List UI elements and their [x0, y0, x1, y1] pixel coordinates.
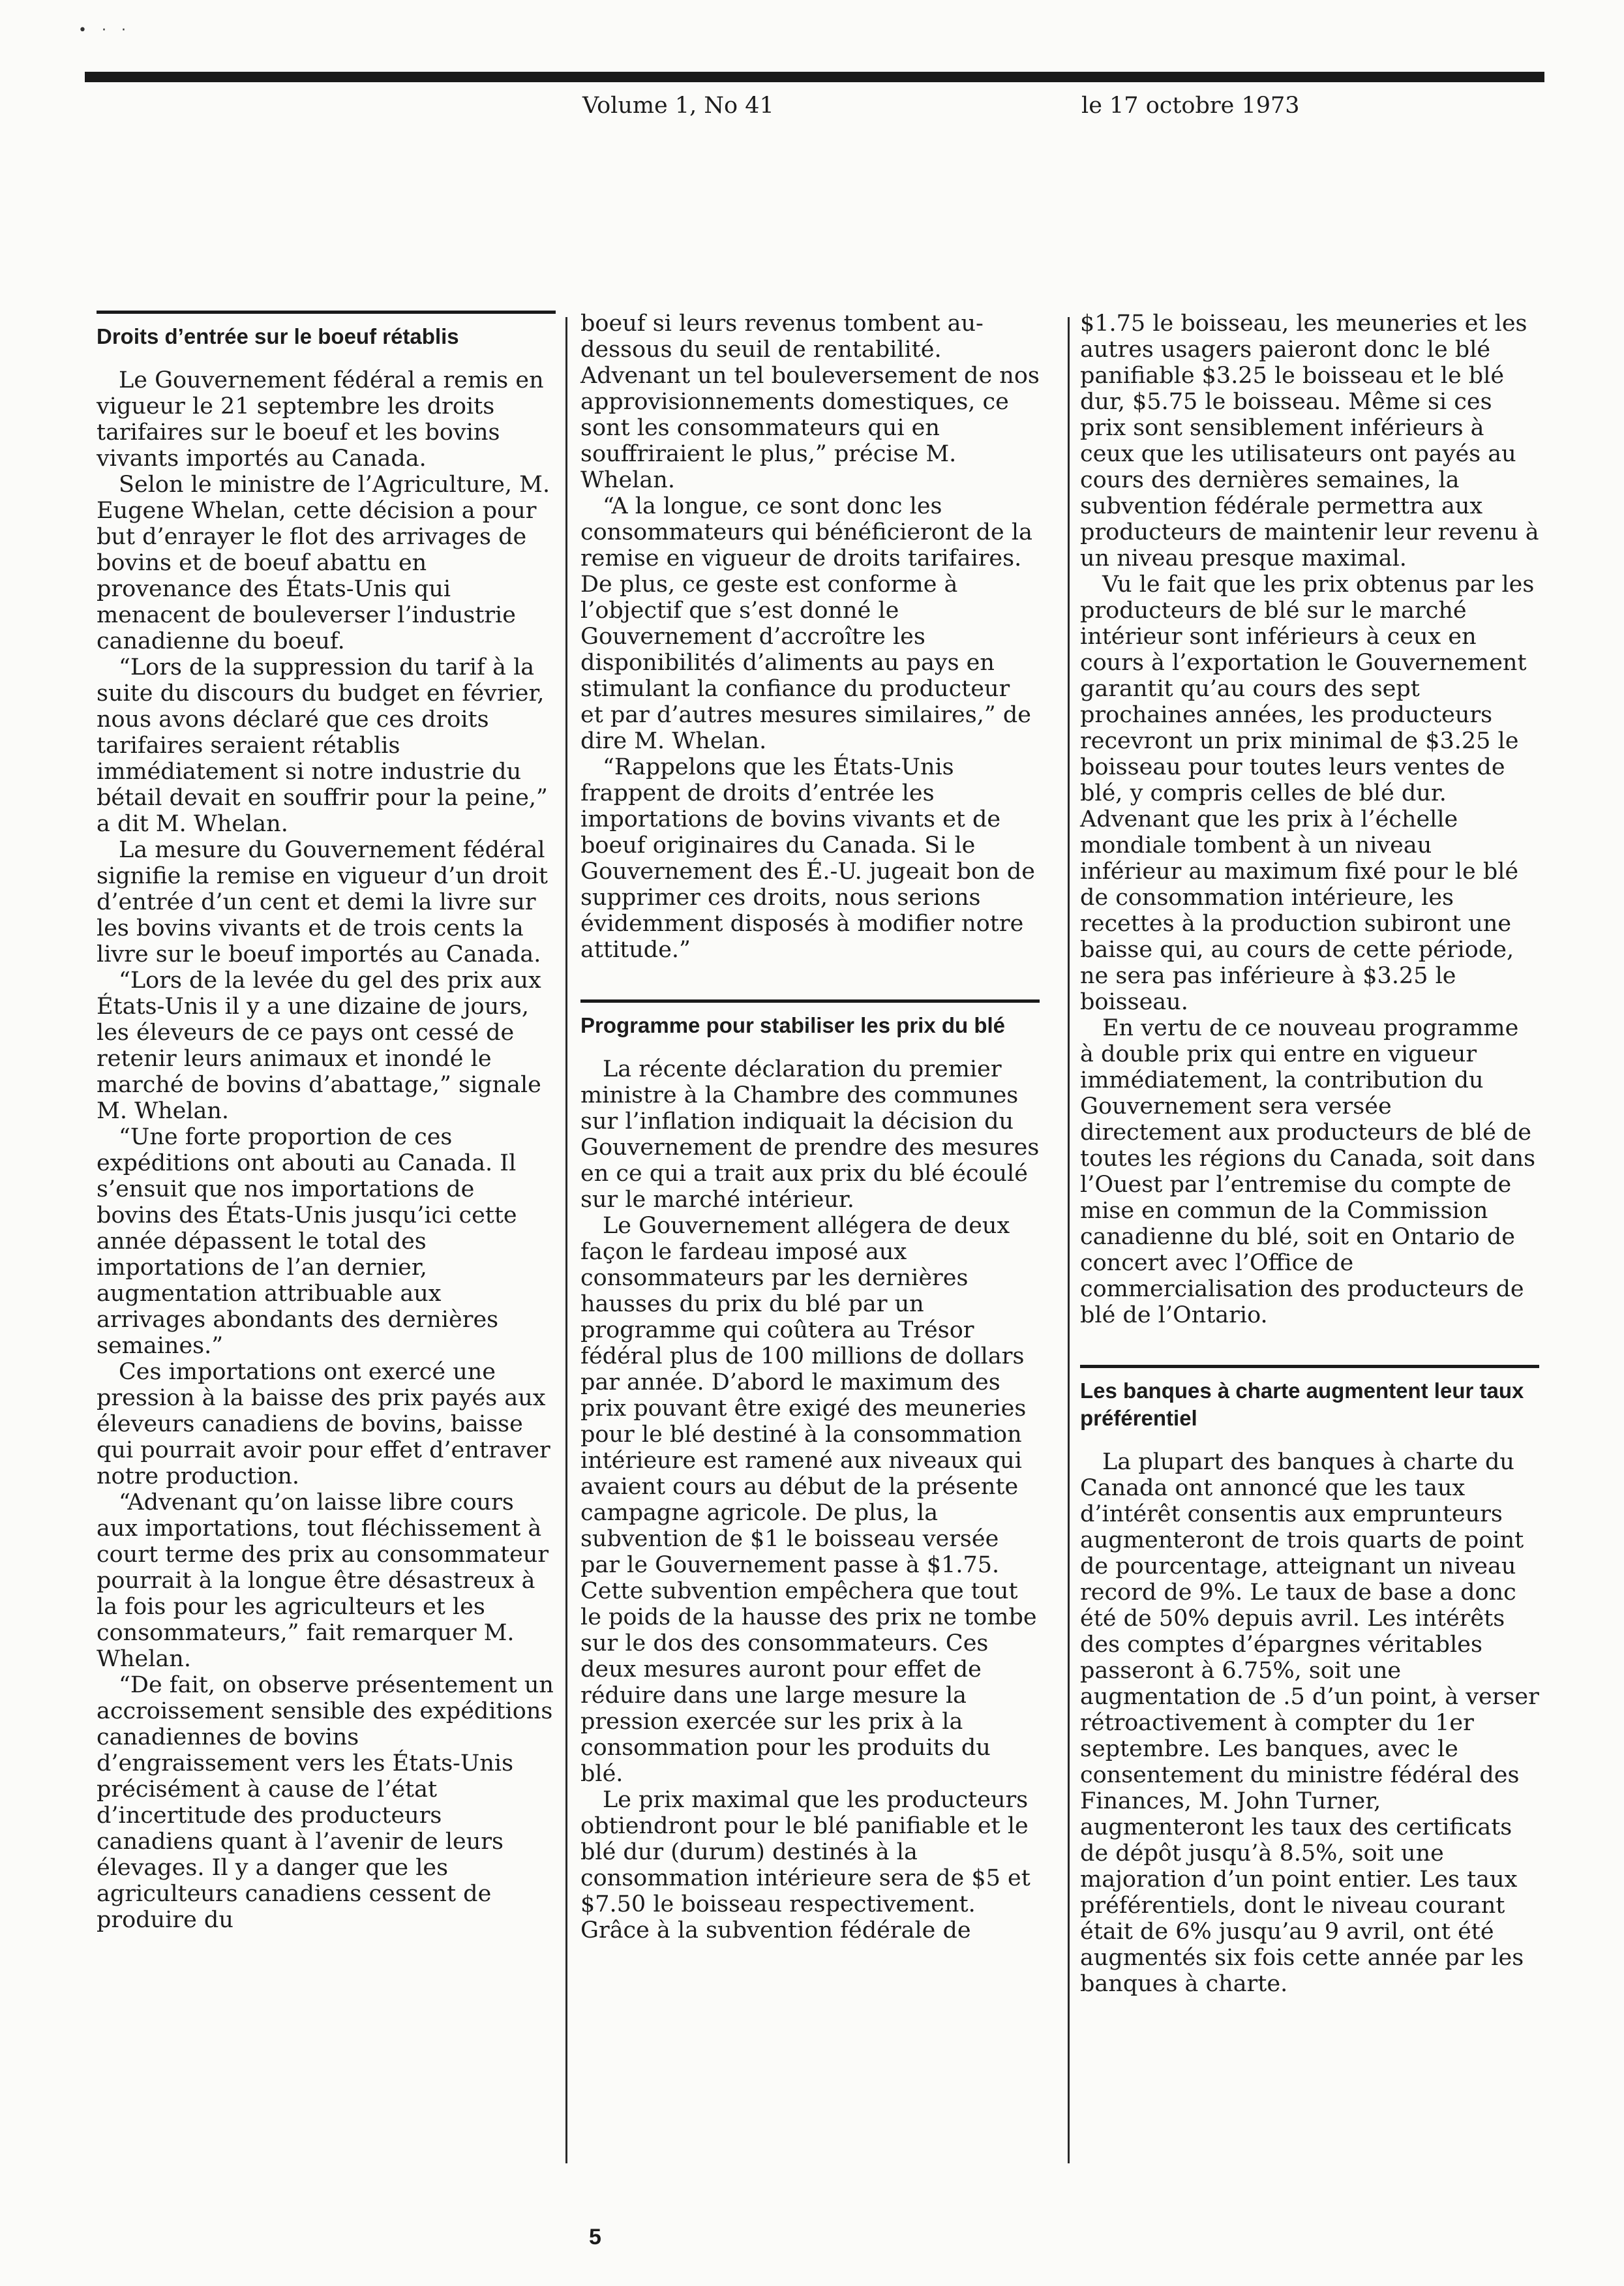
article-paragraph: “A la longue, ce sont donc les consommateurs qui bénéficieront de la remise en vigueur de droits tarifaires. De plus, ce geste est conforme à l’objectif que s’est donné le Gouvernement d’accroître les disponibilités d’aliments au pays en stimulant la confiance du producteur et par d’autres mesures similaires,” de dire M. Whelan. [580, 493, 1032, 754]
article-rule [1080, 1365, 1539, 1368]
article-rule [97, 311, 556, 314]
article-headline: Les banques à charte augmentent leur taux préférentiel [1080, 1379, 1524, 1430]
article-paragraph: boeuf si leurs revenus tombent au-dessous du seuil de rentabilité. Advenant un tel bouleversement de nos approvisionnements domestiques, ce sont les consommateurs qui en souffriraient le plus,” précise M. Whelan. [580, 311, 1040, 493]
article-paragraph: “Une forte proportion de ces expéditions ont abouti au Canada. Il s’ensuit que nos importations de bovins des États-Unis jusqu’ici cette année dépassent le total des importations de l’an dernier, augmentation attribuable aux arrivages abondants des dernières semaines.” [97, 1124, 517, 1359]
article-paragraph: Le Gouvernement fédéral a remis en vigueur le 21 septembre les droits tarifaires sur le boeuf et les bovins vivants importés au Canada. [97, 367, 544, 472]
article-paragraph: La plupart des banques à charte du Canada ont annoncé que les taux d’intérêt consentis aux emprunteurs augmenteront de trois quarts de point de pourcentage, atteignant un niveau record de 9%. Le taux de base a donc été de 50% depuis avril. Les intérêts des comptes d’épargnes véritables passeront à 6.75%, soit une augmentation de .5 d’un point, à verser rétroactivement à compter du 1er septembre. Les banques, avec le consentement du ministre fédéral des Finances, M. John Turner, augmenteront les taux des certificats de dépôt jusqu’à 8.5%, soit une majoration d’un point entier. Les taux préférentiels, dont le niveau courant était de 6% jusqu’au 9 avril, ont été augmentés six fois cette année par les banques à charte. [1080, 1449, 1539, 1997]
article-paragraph: Vu le fait que les prix obtenus par les producteurs de blé sur le marché intérieur sont inférieurs à ceux en cours à l’exportation le Gouvernement garantit qu’au cours des sept prochaines années, les producteurs recevront un prix minimal de $3.25 le boisseau pour toutes leurs ventes de blé, y compris celles de blé dur. Advenant que les prix à l’échelle mondiale tombent à un niveau inférieur au maximum fixé pour le blé de consommation intérieure, les recettes à la production subiront une baisse qui, au cours de cette période, ne sera pas inférieure à $3.25 le boisseau. [1080, 572, 1535, 1015]
column-divider [1068, 317, 1070, 2163]
column-2 [580, 311, 1040, 1943]
article-headline: Programme pour stabiliser les prix du blé [580, 1013, 1006, 1037]
article-paragraph: “Advenant qu’on laisse libre cours aux importations, tout fléchissement à court terme des prix au consommateur pourrait à la longue être désastreux à la fois pour les agriculteurs et les consommateurs,” fait remarquer M. Whelan. [97, 1489, 549, 1672]
article-paragraph: Le prix maximal que les producteurs obtiendront pour le blé panifiable et le blé dur (durum) destinés à la consommation intérieure sera de $5 et $7.50 le boisseau respectivement. Grâce à la subvention fédérale de [580, 1787, 1030, 1943]
article-paragraph: Le Gouvernement allégera de deux façon le fardeau imposé aux consommateurs par les dernières hausses du prix du blé par un programme qui coûtera au Trésor fédéral plus de 100 millions de dollars par année. D’abord le maximum des prix pouvant être exigé des meuneries pour le blé destiné à la consommation intérieure est ramené aux niveaux qui avaient cours au début de la présente campagne agricole. De plus, la subvention de $1 le boisseau versée par le Gouvernement passe à $1.75. Cette subvention empêchera que tout le poids de la hausse des prix ne tombe sur le dos des consommateurs. Ces deux mesures auront pour effet de réduire dans une large mesure la pression exercée sur les prix à la consommation pour les produits du blé. [580, 1213, 1037, 1787]
article-paragraph: Selon le ministre de l’Agriculture, M. Eugene Whelan, cette décision a pour but d’enrayer le flot des arrivages de bovins et de boeuf abattu en provenance des États-Unis qui menacent de bouleverser l’industrie canadienne du boeuf. [97, 472, 550, 654]
column-3 [1080, 311, 1539, 1997]
article-rule [580, 999, 1040, 1003]
article-headline: Droits d’entrée sur le boeuf rétablis [97, 324, 459, 348]
article-paragraph: En vertu de ce nouveau programme à double prix qui entre en vigueur immédiatement, la contribution du Gouvernement sera versée directement aux producteurs de blé de toutes les régions du Canada, soit dans l’Ouest par l’entremise du compte de mise en commun de la Commission canadienne du blé, soit en Ontario de concert avec l’Office de commercialisation des producteurs de blé de l’Ontario. [1080, 1015, 1536, 1328]
column-divider [565, 317, 567, 2163]
article-paragraph: “De fait, on observe présentement un accroissement sensible des expéditions canadiennes de bovins d’engraissement vers les États-Unis précisément à cause de l’état d’incertitude des producteurs canadiens quant à l’avenir de leurs élevages. Il y a danger que les agriculteurs canadiens cessent de produire du [97, 1672, 554, 1933]
masthead-rule [85, 72, 1544, 82]
issue-date: le 17 octobre 1973 [1081, 93, 1300, 119]
page-number: 5 [589, 2225, 601, 2249]
article-paragraph: La mesure du Gouvernement fédéral signifie la remise en vigueur d’un droit d’entrée d’un cent et demi la livre sur les bovins vivants et de trois cents la livre sur le boeuf importés au Canada. [97, 837, 548, 968]
column-1 [97, 311, 556, 1933]
issue-number: Volume 1, No 41 [582, 93, 774, 119]
corner-specks: • · · [78, 22, 131, 38]
article-paragraph: La récente déclaration du premier ministre à la Chambre des communes sur l’inflation indiquait la décision du Gouvernement de prendre des mesures en ce qui a trait aux prix du blé écoulé sur le marché intérieur. [580, 1056, 1040, 1213]
article-paragraph: “Rappelons que les États-Unis frappent de droits d’entrée les importations de bovins vivants et de boeuf originaires du Canada. Si le Gouvernement des É.-U. jugeait bon de supprimer ces droits, nous serions évidemment disposés à modifier notre attitude.” [580, 754, 1035, 963]
article-paragraph: “Lors de la levée du gel des prix aux États-Unis il y a une dizaine de jours, les éleveurs de ce pays ont cessé de retenir leurs animaux et inondé le marché de bovins d’abattage,” signale M. Whelan. [97, 968, 541, 1124]
article-paragraph: “Lors de la suppression du tarif à la suite du discours du budget en février, nous avons déclaré que ces droits tarifaires seraient rétablis immédiatement si notre industrie du bétail devait en souffrir pour la peine,” a dit M. Whelan. [97, 654, 548, 837]
article-paragraph: Ces importations ont exercé une pression à la baisse des prix payés aux éleveurs canadiens de bovins, baisse qui pourrait avoir pour effet d’entraver notre production. [97, 1359, 550, 1489]
article-paragraph: $1.75 le boisseau, les meuneries et les autres usagers paieront donc le blé panifiable $3.25 le boisseau et le blé dur, $5.75 le boisseau. Même si ces prix sont sensiblement inférieurs à ceux que les utilisateurs ont payés au cours des dernières semaines, la subvention fédérale permettra aux producteurs de maintenir leur revenu à un niveau presque maximal. [1080, 311, 1539, 572]
